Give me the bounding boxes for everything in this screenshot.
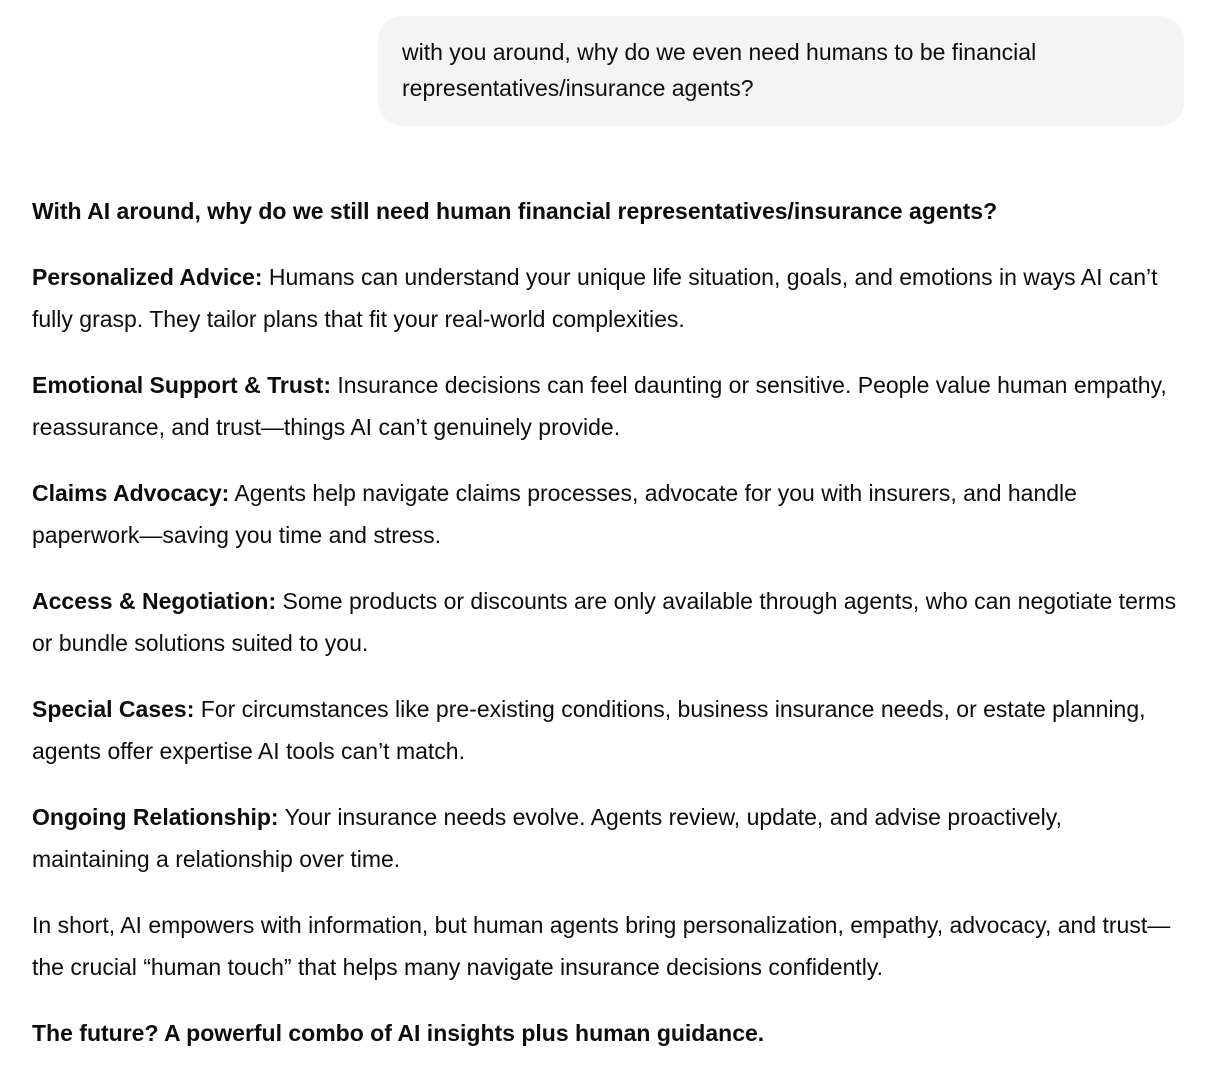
point-body: Agents help navigate claims processes, advocate for you with insurers, and handle paperwork—saving you time and stress. <box>32 480 1077 548</box>
assistant-message <box>32 190 1182 1078</box>
point-body: Humans can understand your unique life situation, goals, and emotions in ways AI can’t fully grasp. They tailor plans that fit your real-world complexities. <box>32 264 1158 332</box>
user-message-bubble: with you around, why do we even need humans to be financial representatives/insurance agents? <box>378 16 1184 126</box>
point-claims-advocacy <box>32 472 1182 556</box>
point-body: Insurance decisions can feel daunting or sensitive. People value human empathy, reassurance, and trust—things AI can’t genuinely provide. <box>32 372 1167 440</box>
point-body: Some products or discounts are only available through agents, who can negotiate terms or bundle solutions suited to you. <box>32 588 1177 656</box>
point-special-cases <box>32 688 1182 772</box>
summary-paragraph: In short, AI empowers with information, but human agents bring personalization, empathy, advocacy, and trust—the crucial “human touch” that helps many navigate insurance decisions confidently. <box>32 912 1171 980</box>
point-title: Personalized Advice: <box>32 264 263 290</box>
point-body: Your insurance needs evolve. Agents review, update, and advise proactively, maintaining a relationship over time. <box>32 804 1062 872</box>
point-emotional-support <box>32 364 1182 448</box>
point-title: Emotional Support & Trust: <box>32 372 331 398</box>
closing-line: The future? A powerful combo of AI insights plus human guidance. <box>32 1020 765 1046</box>
point-access-negotiation <box>32 580 1182 664</box>
point-title: Ongoing Relationship: <box>32 804 279 830</box>
response-heading: With AI around, why do we still need human financial representatives/insurance agents? <box>32 198 998 224</box>
user-message-row <box>378 16 1184 126</box>
point-title: Claims Advocacy: <box>32 480 230 506</box>
point-body: For circumstances like pre-existing conditions, business insurance needs, or estate planning, agents offer expertise AI tools can’t match. <box>32 696 1146 764</box>
point-title: Access & Negotiation: <box>32 588 277 614</box>
point-ongoing-relationship <box>32 796 1182 880</box>
point-personalized-advice <box>32 256 1182 340</box>
point-title: Special Cases: <box>32 696 195 722</box>
